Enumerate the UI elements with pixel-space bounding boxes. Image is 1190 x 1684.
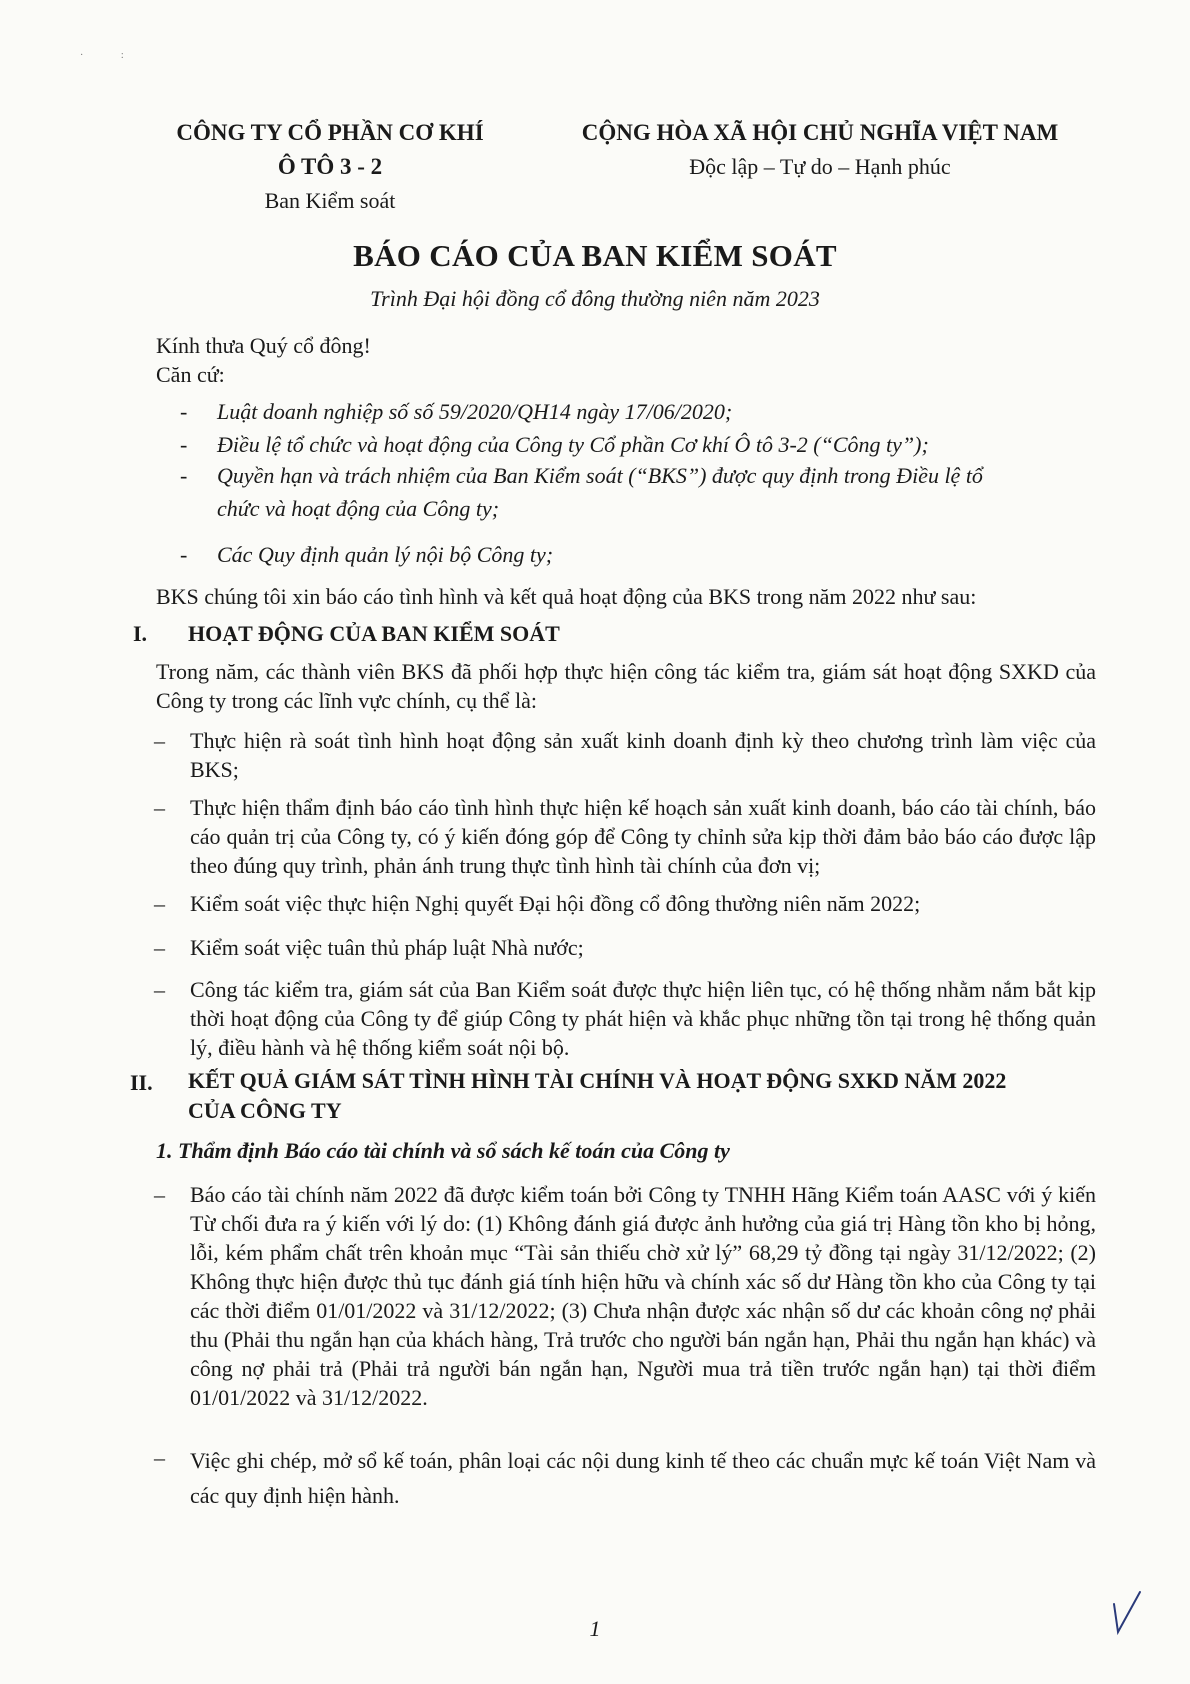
section-1-title: HOẠT ĐỘNG CỦA BAN KIỂM SOÁT (188, 621, 560, 646)
dash-bullet: – (154, 891, 165, 916)
document-subtitle: Trình Đại hội đồng cổ đông thường niên năm 2023 (370, 286, 820, 311)
company-name-line1: CÔNG TY CỔ PHẦN CƠ KHÍ (176, 120, 484, 145)
section-1-lead: Trong năm, các thành viên BKS đã phối hợp thực hiện công tác kiểm tra, giám sát hoạt động SXKD của Công ty trong các lĩnh vực chính, cụ thể là: (156, 659, 1096, 713)
document-title: BÁO CÁO CỦA BAN KIỂM SOÁT (353, 238, 837, 273)
dash-bullet: – (154, 795, 165, 820)
greeting: Kính thưa Quý cổ đông! (156, 333, 371, 358)
dash-bullet: - (180, 399, 188, 424)
basis-label: Căn cứ: (156, 362, 225, 387)
department-name: Ban Kiểm soát (264, 188, 396, 213)
republic-name: CỘNG HÒA XÃ HỘI CHỦ NGHĨA VIỆT NAM (581, 120, 1059, 145)
national-header (560, 116, 1080, 184)
dash-bullet: – (154, 977, 165, 1002)
dash-bullet: - (180, 463, 188, 488)
company-header (150, 116, 510, 218)
dash-bullet: – (154, 728, 165, 753)
dash-bullet: – (154, 1182, 165, 1207)
page-number: 1 (589, 1616, 601, 1641)
scan-specks: · : (80, 50, 124, 61)
section-2-title-line2: CỦA CÔNG TY (188, 1098, 342, 1123)
intro-paragraph: BKS chúng tôi xin báo cáo tình hình và kết quả hoạt động của BKS trong năm 2022 như sau: (156, 584, 977, 609)
basis-item-continuation: chức và hoạt động của Công ty; (217, 496, 500, 521)
dash-bullet: - (180, 542, 188, 567)
document-page: · : CÔNG TY CỔ PHẦN CƠ KHÍ Ô TÔ 3 - 2 Ban Kiểm soát CỘNG HÒA XÃ HỘI CHỦ NGHĨA VIỆT NAM Độc lập – Tự do – Hạnh phúc BÁO CÁO CỦA BAN KIỂM SOÁT Trình Đại hội đồng cổ đông thường niên năm 2023 Kính thưa Quý cổ đông! Căn cứ: - Luật doanh nghiệp số số 59/2020/QH14 ngày 17/06/2020; - Điều lệ tổ chức và hoạt động của Công ty Cổ phần Cơ khí Ô tô 3-2 (“Công ty”); - Quyền hạn và trách nhiệm của Ban Kiểm soát (“BKS”) được quy định trong Điều lệ tổ chức và hoạt động của Công ty; - Các Quy định quản lý nội bộ Công ty; BKS chúng tôi xin báo cáo tình hình và kết quả hoạt động của BKS trong năm 2022 như sau: I. HOẠT ĐỘNG CỦA BAN KIỂM SOÁT Trong năm, các thành viên BKS đã phối hợp thực hiện công tác kiểm tra, giám sát hoạt động SXKD của Công ty trong các lĩnh vực chính, cụ thể là: – Thực hiện rà soát tình hình hoạt động sản xuất kinh doanh định kỳ theo chương trình làm việc của BKS; – Thực hiện thẩm định báo cáo tình hình thực hiện kế hoạch sản xuất kinh doanh, báo cáo tài chính, báo cáo quản trị của Công ty, có ý kiến đóng góp để Công ty chỉnh sửa kịp thời đảm bảo báo cáo được lập theo đúng quy trình, phản ánh trung thực tình hình tài chính của đơn vị; – Kiểm soát việc thực hiện Nghị quyết Đại hội đồng cổ đông thường niên năm 2022; – Kiểm soát việc tuân thủ pháp luật Nhà nước; – Công tác kiểm tra, giám sát của Ban Kiểm soát được thực hiện liên tục, có hệ thống nhằm nắm bắt kịp thời hoạt động của Công ty để giúp Công ty phát hiện và khắc phục những tồn tại trong hệ thống quản lý, điều hành và hệ thống kiểm soát nội bộ. II. KẾT QUẢ GIÁM SÁT TÌNH HÌNH TÀI CHÍNH VÀ HOẠT ĐỘNG SXKD NĂM 2022 CỦA CÔNG TY 1. Thẩm định Báo cáo tài chính và sổ sách kế toán của Công ty – Báo cáo tài chính năm 2022 đã được kiểm toán bởi Công ty TNHH Hãng Kiểm toán AASC với ý kiến Từ chối đưa ra ý kiến với lý do: (1) Không đánh giá được ảnh hưởng của giá trị Hàng tồn kho bị hỏng, lỗi, kém phẩm chất trên khoản mục “Tài sản thiếu chờ xử lý” 68,29 tỷ đồng tại ngày 31/12/2022; (2) Không thực hiện được thủ tục đánh giá tính hiện hữu và chính xác số dư Hàng tồn kho của Công ty tại các thời điểm 01/01/2022 và 31/12/2022; (3) Chưa nhận được xác nhận số dư các khoản công nợ phải thu (Phải thu ngắn hạn của khách hàng, Trả trước cho người bán ngắn hạn, Phải thu ngắn hạn khác) và công nợ phải trả (Phải trả người bán ngắn hạn, Người mua trả tiền trước ngắn hạn) tại thời điểm 01/01/2022 và 31/12/2022. – Việc ghi chép, mở sổ kế toán, phân loại các nội dung kinh tế theo các chuẩn mực kế toán Việt Nam và các quy định hiện hành. 1 (0, 0, 1190, 1684)
dash-bullet: - (180, 432, 188, 457)
section-2-title-line1: KẾT QUẢ GIÁM SÁT TÌNH HÌNH TÀI CHÍNH VÀ HOẠT ĐỘNG SXKD NĂM 2022 (188, 1068, 1007, 1093)
national-motto: Độc lập – Tự do – Hạnh phúc (689, 154, 951, 179)
section-2-number: II. (130, 1070, 153, 1095)
dash-bullet: – (154, 1445, 165, 1470)
section-1-number: I. (133, 621, 148, 646)
subsection-1-heading: 1. Thẩm định Báo cáo tài chính và sổ sách kế toán của Công ty (156, 1138, 730, 1163)
company-name-line2: Ô TÔ 3 - 2 (277, 154, 383, 179)
handwritten-tick-mark (1106, 1586, 1146, 1642)
dash-bullet: – (154, 935, 165, 960)
